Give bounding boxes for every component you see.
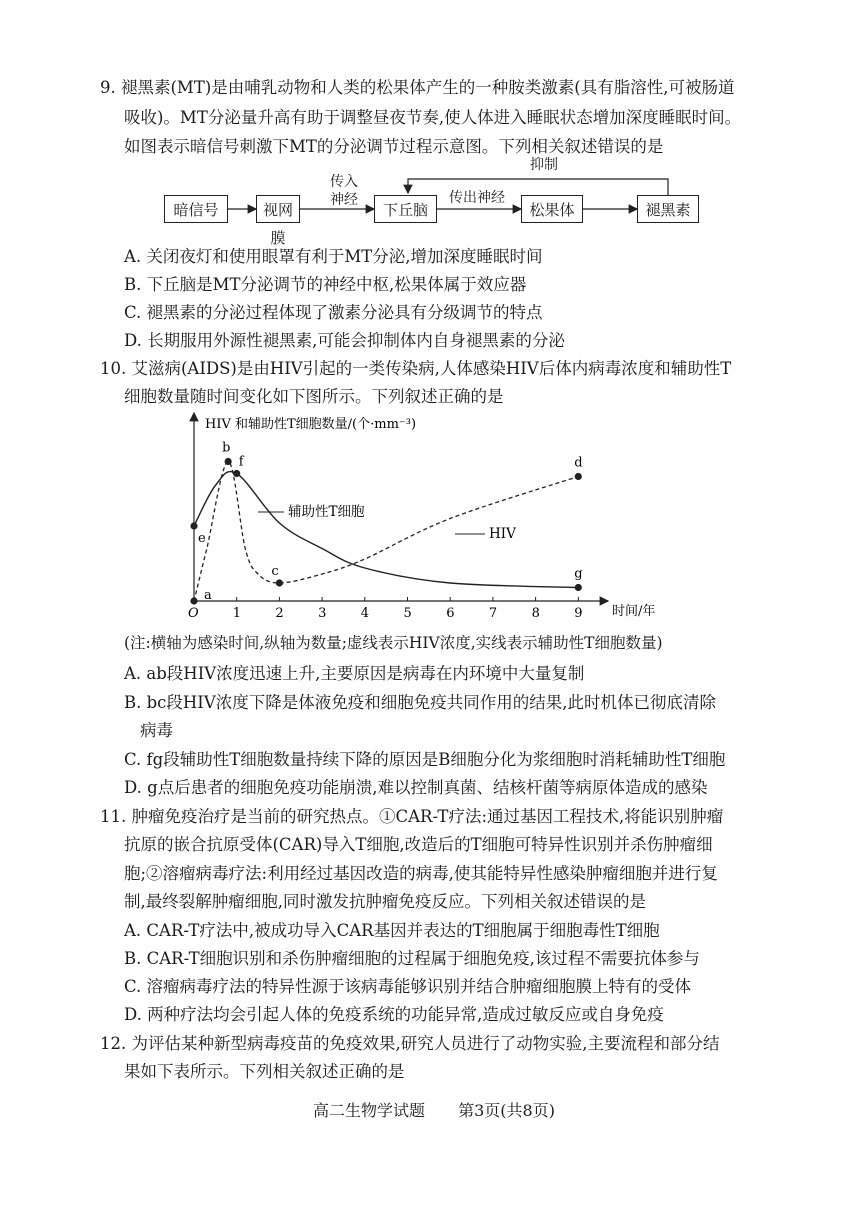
q10-option-c: C. fg段辅助性T细胞数量持续下降的原因是B细胞分化为浆细胞时消耗辅助性T细胞 — [124, 750, 726, 769]
label-afferent-2: 神经 — [330, 192, 358, 208]
label-inhibit: 抑制 — [530, 157, 558, 173]
q10-note: (注:横轴为感染时间,纵轴为数量;虚线表示HIV浓度,实线表示辅助性T细胞数量) — [124, 634, 663, 652]
q9-stem-line-1: 9. 褪黑素(MT)是由哺乳动物和人类的松果体产生的一种胺类激素(具有脂溶性,可被肠道 — [100, 78, 735, 97]
q10-stem-line-2: 细胞数量随时间变化如下图所示。下列叙述正确的是 — [124, 387, 504, 406]
chart-point-e — [190, 522, 197, 529]
series-hiv-line — [194, 462, 578, 602]
x-tick-label: 7 — [488, 606, 498, 621]
label-afferent-1: 传入 — [330, 174, 358, 190]
flow-box-dark-signal: 暗信号 — [164, 195, 228, 223]
q11-option-d: D. 两种疗法均会引起人体的免疫系统的功能异常,造成过敏反应或自身免疫 — [124, 1005, 664, 1024]
chart-point-d — [575, 473, 582, 480]
flow-box-hypothalamus: 下丘脑 — [374, 195, 437, 223]
legend-t-cell: 辅助性T细胞 — [288, 504, 365, 520]
chart-point-label-f: f — [238, 454, 244, 470]
q9-stem-line-3: 如图表示暗信号刺激下MT的分泌调节过程示意图。下列相关叙述错误的是 — [124, 137, 664, 156]
chart-point-b — [225, 458, 232, 465]
q11-option-c: C. 溶瘤病毒疗法的特异性源于该病毒能够识别并结合肿瘤细胞膜上特有的受体 — [124, 977, 692, 996]
legend-hiv: HIV — [489, 526, 516, 542]
q9-option-c: C. 褪黑素的分泌过程体现了激素分泌具有分级调节的特点 — [124, 303, 543, 322]
series-helper-t-line — [194, 471, 578, 587]
x-tick-label: 4 — [360, 606, 370, 621]
x-tick-label: 3 — [318, 606, 327, 621]
x-tick-label: 9 — [574, 606, 583, 621]
chart-point-label-g: g — [574, 566, 583, 582]
x-tick-label: 8 — [531, 606, 540, 621]
flow-box-melatonin: 褪黑素 — [637, 195, 699, 223]
q11-stem-line-2: 抗原的嵌合抗原受体(CAR)导入T细胞,改造后的T细胞可特异性识别并杀伤肿瘤细 — [124, 835, 713, 854]
q12-stem-line-1: 12. 为评估某种新型病毒疫苗的免疫效果,研究人员进行了动物实验,主要流程和部分结 — [100, 1034, 720, 1053]
q10-option-b: B. bc段HIV浓度下降是体液免疫和细胞免疫共同作用的结果,此时机体已彻底清除 — [124, 693, 716, 712]
q11-option-b: B. CAR-T细胞识别和杀伤肿瘤细胞的过程属于细胞免疫,该过程不需要抗体参与 — [124, 949, 700, 968]
q10-stem-line-1: 10. 艾滋病(AIDS)是由HIV引起的一类传染病,人体感染HIV后体内病毒浓度和辅助性T — [100, 359, 732, 378]
q10-option-b-cont: 病毒 — [140, 721, 173, 740]
x-tick-label: 5 — [403, 606, 412, 621]
label-efferent: 传出神经 — [449, 190, 505, 206]
q12-stem-line-2: 果如下表所示。下列相关叙述正确的是 — [124, 1062, 405, 1081]
x-tick-label: 2 — [275, 606, 284, 621]
chart-xlabel: 时间/年 — [612, 604, 656, 619]
q9-stem-line-2: 吸收)。MT分泌量升高有助于调整昼夜节奏,使人体进入睡眠状态增加深度睡眠时间。 — [124, 108, 742, 127]
chart-point-label-e: e — [198, 531, 206, 546]
footer-page: 第3页(共8页) — [458, 1101, 555, 1120]
page-footer — [0, 1098, 868, 1121]
x-tick-label: 6 — [446, 606, 455, 621]
q9-option-a: A. 关闭夜灯和使用眼罩有利于MT分泌,增加深度睡眠时间 — [124, 247, 543, 266]
chart-point-a — [190, 597, 197, 604]
flow-box-retina: 视网膜 — [256, 195, 300, 223]
chart-point-g — [575, 584, 582, 591]
q11-stem-line-3: 胞;②溶瘤病毒疗法:利用经过基因改造的病毒,使其能特异性感染肿瘤细胞并进行复 — [124, 864, 718, 883]
flow-box-pineal: 松果体 — [521, 195, 583, 223]
q11-stem-line-4: 制,最终裂解肿瘤细胞,同时激发抗肿瘤免疫反应。下列相关叙述错误的是 — [124, 892, 646, 911]
chart-point-label-d: d — [574, 455, 583, 471]
footer-title: 高二生物学试题 — [313, 1101, 426, 1120]
chart-point-c — [276, 579, 283, 586]
chart-point-label-c: c — [271, 564, 279, 579]
q9-option-d: D. 长期服用外源性褪黑素,可能会抑制体内自身褪黑素的分泌 — [124, 331, 565, 350]
q10-option-a: A. ab段HIV浓度迅速上升,主要原因是病毒在内环境中大量复制 — [124, 664, 585, 683]
chart-point-label-b: b — [222, 440, 231, 456]
chart-point-label-a: a — [204, 588, 212, 603]
chart-point-f — [233, 470, 240, 477]
x-tick-label: O — [188, 606, 199, 621]
q10-option-d: D. g点后患者的细胞免疫功能崩溃,难以控制真菌、结核杆菌等病原体造成的感染 — [124, 778, 708, 797]
q11-option-a: A. CAR-T疗法中,被成功导入CAR基因并表达的T细胞属于细胞毒性T细胞 — [124, 921, 660, 940]
q11-stem-line-1: 11. 肿瘤免疫治疗是当前的研究热点。①CAR-T疗法:通过基因工程技术,将能识别肿瘤 — [100, 807, 724, 826]
x-tick-label: 1 — [232, 606, 241, 621]
q9-option-b: B. 下丘脑是MT分泌调节的神经中枢,松果体属于效应器 — [124, 275, 527, 294]
chart-ylabel: HIV 和辅助性T细胞数量/(个·mm⁻³) — [205, 417, 417, 432]
